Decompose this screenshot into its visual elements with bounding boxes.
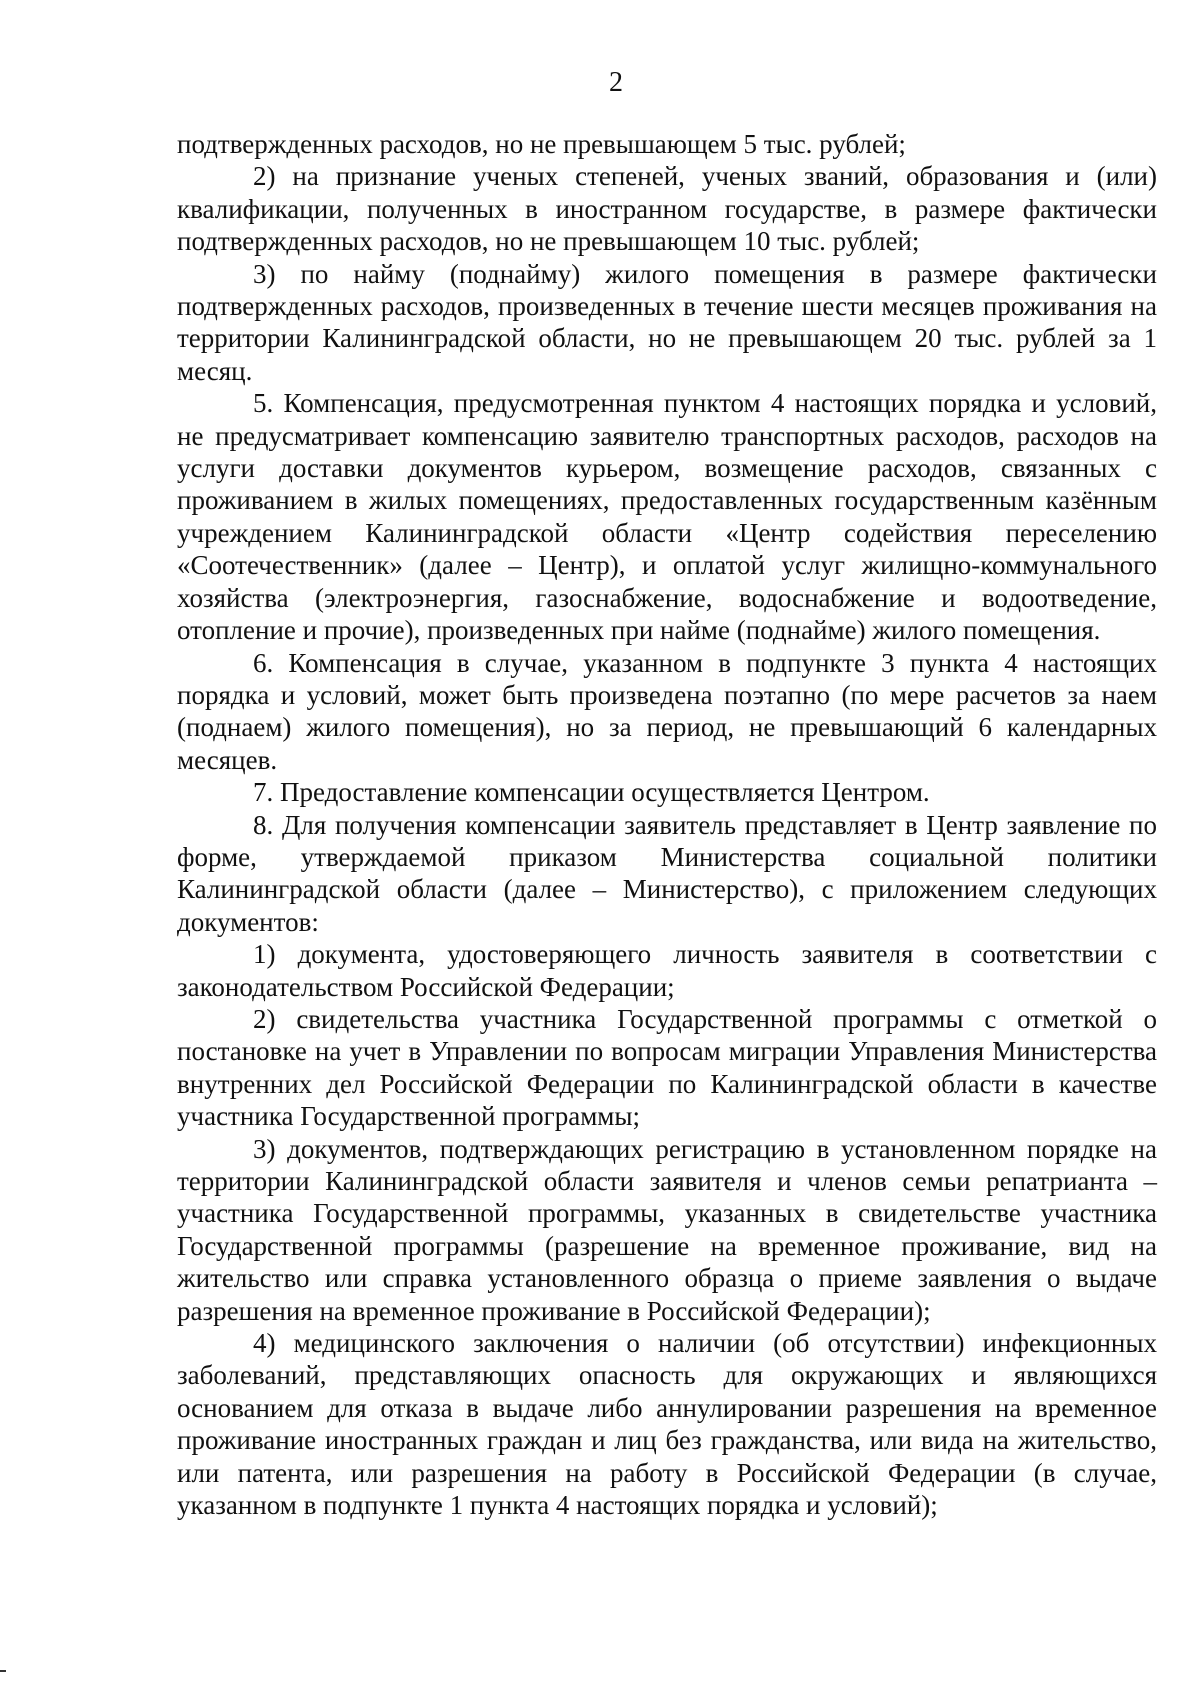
document-body xyxy=(177,128,1157,1521)
paragraph-item-6: 6. Компенсация в случае, указанном в подпункте 3 пункта 4 настоящих порядка и условий, может быть произведена поэтапно (по мере расчетов за наем (поднаем) жилого помещения), но за период, не превышающий 6 календарных месяцев. xyxy=(177,647,1157,775)
paragraph-doc-2: 2) свидетельства участника Государственной программы с отметкой о постановке на учет в Управлении по вопросам миграции Управления Министерства внутренних дел Российской Федерации по Калининградской области в качестве участника Государственной программы; xyxy=(177,1003,1157,1132)
page-number: 2 xyxy=(609,67,623,98)
paragraph-item-8: 8. Для получения компенсации заявитель представляет в Центр заявление по форме, утверждаемой приказом Министерства социальной политики Калининградской области (далее – Министерство), с приложением следующих документов: xyxy=(177,809,1157,937)
scan-margin-mark xyxy=(0,1670,6,1672)
paragraph-item-7: 7. Предоставление компенсации осуществляется Центром. xyxy=(253,777,930,808)
paragraph-doc-3: 3) документов, подтверждающих регистрацию в установленном порядке на территории Калининградской области заявителя и членов семьи репатрианта – участника Государственной программы, указанных в свидетельстве участника Государственной программы (разрешение на временное проживание, вид на жительство или справка установленного образца о приеме заявления о выдаче разрешения на временное проживание в Российской Федерации); xyxy=(177,1133,1157,1326)
paragraph-doc-4: 4) медицинского заключения о наличии (об отсутствии) инфекционных заболеваний, представляющих опасность для окружающих и являющихся основанием для отказа в выдаче либо аннулировании разрешения на временное проживание иностранных граждан и лиц без гражданства, или вида на жительство, или патента, или разрешения на работу в Российской Федерации (в случае, указанном в подпункте 1 пункта 4 настоящих порядка и условий); xyxy=(177,1328,1157,1521)
paragraph-subitem-2-qualifications: 2) на признание ученых степеней, ученых званий, образования и (или) квалификации, полученных в иностранном государстве, в размере фактически подтвержденных расходов, но не превышающем 10 тыс. рублей; xyxy=(177,161,1157,257)
paragraph-item-5: 5. Компенсация, предусмотренная пунктом 4 настоящих порядка и условий, не предусматривает компенсацию заявителю транспортных расходов, расходов на услуги доставки документов курьером, возмещение расходов, связанных с проживанием в жилых помещениях, предоставленных государственным казённым учреждением Калининградской области «Центр содействия переселению «Соотечественник» (далее – Центр), и оплатой услуг жилищно-коммунального хозяйства (электроэнергия, газоснабжение, водоснабжение и водоотведение, отопление и прочие), произведенных при найме (поднайме) жилого помещения. xyxy=(177,388,1157,646)
paragraph-continuation: подтвержденных расходов, но не превышающем 5 тыс. рублей; xyxy=(177,129,906,159)
paragraph-doc-1: 1) документа, удостоверяющего личность заявителя в соответствии с законодательством Российской Федерации; xyxy=(177,939,1157,1002)
paragraph-subitem-3-housing: 3) по найму (поднайму) жилого помещения в размере фактически подтвержденных расходов, произведенных в течение шести месяцев проживания на территории Калининградской области, но не превышающем 20 тыс. рублей за 1 месяц. xyxy=(177,258,1157,386)
